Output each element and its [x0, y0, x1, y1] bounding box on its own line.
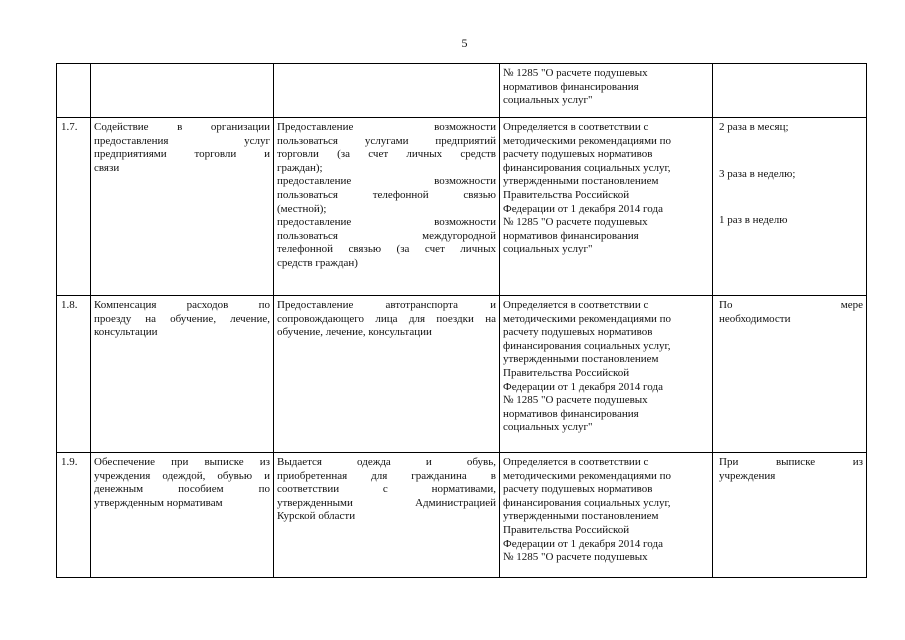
- text-line: телефонной связью (за счет личных: [277, 243, 496, 256]
- service-name-cell: [91, 118, 274, 296]
- text-line: утвержденными постановлением: [503, 510, 659, 523]
- service-name-cell: [91, 296, 274, 453]
- text-line: связи: [94, 161, 120, 174]
- text-line: торговли (за счет личных средств: [277, 148, 496, 161]
- text-line: расчету подушевых нормативов: [503, 148, 653, 161]
- row-number-cell: 1.7.: [57, 118, 91, 296]
- text-line: № 1285 "О расчете подушевых: [503, 216, 648, 229]
- service-description-cell: [274, 453, 500, 578]
- text-line: Определяется в соответствии с: [503, 121, 649, 133]
- text-line: предоставление возможности: [277, 175, 496, 188]
- frequency-cell: [713, 64, 867, 118]
- text-line: предприятиями торговли и: [94, 148, 270, 161]
- text-line: 2 раза в месяц;: [719, 121, 789, 133]
- text-line: пользоваться междугородной: [277, 229, 496, 242]
- text-line: граждан);: [277, 161, 323, 174]
- table-row: [57, 453, 867, 578]
- text-line: При выписке из: [719, 456, 863, 468]
- text-line: обучение, лечение, консультации: [277, 326, 432, 339]
- text-line: Федерации от 1 декабря 2014 года: [503, 380, 663, 393]
- text-line: необходимости: [719, 312, 791, 325]
- text-line: социальных услуг": [503, 243, 593, 256]
- text-line: Правительства Российской: [503, 366, 630, 379]
- text-line: № 1285 "О расчете подушевых: [503, 551, 648, 564]
- text-line: № 1285 "О расчете подушевых: [503, 67, 648, 79]
- text-line: методическими рекомендациями по: [503, 134, 672, 147]
- service-description-cell: [274, 64, 500, 118]
- text-line: По мере: [719, 299, 863, 311]
- text-line: Обеспечение при выписке из: [94, 456, 270, 468]
- text-line: нормативов финансирования: [503, 229, 639, 242]
- text-line: денежным пособием по: [94, 483, 270, 496]
- frequency-cell: [713, 118, 867, 296]
- table-row: [57, 64, 867, 118]
- text-line: методическими рекомендациями по: [503, 312, 672, 325]
- text-line: финансирования социальных услуг,: [503, 161, 671, 174]
- text-line: учреждения одеждой, обувью и: [94, 469, 270, 482]
- text-line: методическими рекомендациями по: [503, 469, 672, 482]
- service-name-cell: [91, 64, 274, 118]
- table-row: [57, 118, 867, 296]
- spacer: [719, 181, 863, 214]
- text-line: 1 раз в неделю: [719, 214, 788, 227]
- text-line: соответствии с нормативами,: [277, 483, 496, 496]
- service-description-cell: [274, 118, 500, 296]
- text-line: социальных услуг": [503, 94, 593, 107]
- text-line: Определяется в соответствии с: [503, 456, 649, 468]
- text-line: Правительства Российской: [503, 523, 630, 536]
- text-line: проезду на обучение, лечение,: [94, 312, 270, 325]
- text-line: предоставление возможности: [277, 216, 496, 229]
- text-line: сопровождающего лица для поездки на: [277, 312, 496, 325]
- text-line: пользоваться услугами предприятий: [277, 134, 496, 147]
- frequency-cell: [713, 453, 867, 578]
- text-line: 3 раза в неделю;: [719, 167, 796, 180]
- text-line: пользоваться телефонной связью: [277, 188, 496, 201]
- service-description-cell: [274, 296, 500, 453]
- text-line: финансирования социальных услуг,: [503, 339, 671, 352]
- text-line: Курской области: [277, 510, 356, 523]
- text-line: приобретенная для гражданина в: [277, 469, 496, 482]
- text-line: Федерации от 1 декабря 2014 года: [503, 202, 663, 215]
- text-line: Предоставление возможности: [277, 121, 496, 133]
- normative-cell: [500, 296, 713, 453]
- text-line: Содействие в организации: [94, 121, 270, 133]
- table-row: [57, 296, 867, 453]
- row-number-cell: 1.9.: [57, 453, 91, 578]
- row-number-cell: 1.8.: [57, 296, 91, 453]
- text-line: средств граждан): [277, 256, 358, 269]
- row-number-cell: [57, 64, 91, 118]
- frequency-cell: [713, 296, 867, 453]
- text-line: утвержденным нормативам: [94, 496, 223, 509]
- text-line: нормативов финансирования: [503, 407, 639, 420]
- normative-cell: [500, 453, 713, 578]
- text-line: социальных услуг": [503, 421, 593, 434]
- services-table: [56, 63, 867, 578]
- text-line: № 1285 "О расчете подушевых: [503, 394, 648, 407]
- text-line: расчету подушевых нормативов: [503, 326, 653, 339]
- normative-cell: [500, 64, 713, 118]
- text-line: Федерации от 1 декабря 2014 года: [503, 537, 663, 550]
- text-line: Предоставление автотранспорта и: [277, 299, 496, 311]
- text-line: (местной);: [277, 202, 327, 215]
- text-line: Правительства Российской: [503, 188, 630, 201]
- text-line: расчету подушевых нормативов: [503, 483, 653, 496]
- spacer: [719, 135, 863, 168]
- text-line: Определяется в соответствии с: [503, 299, 649, 311]
- page-number: 5: [461, 36, 468, 50]
- text-line: нормативов финансирования: [503, 80, 639, 93]
- service-name-cell: [91, 453, 274, 578]
- text-line: утвержденными постановлением: [503, 175, 659, 188]
- text-line: утвержденными постановлением: [503, 353, 659, 366]
- text-line: предоставления услуг: [94, 134, 270, 147]
- text-line: утвержденными Администрацией: [277, 496, 496, 509]
- text-line: консультации: [94, 326, 158, 339]
- text-line: Компенсация расходов по: [94, 299, 270, 311]
- text-line: учреждения: [719, 469, 776, 482]
- text-line: Выдается одежда и обувь,: [277, 456, 496, 468]
- normative-cell: [500, 118, 713, 296]
- text-line: финансирования социальных услуг,: [503, 496, 671, 509]
